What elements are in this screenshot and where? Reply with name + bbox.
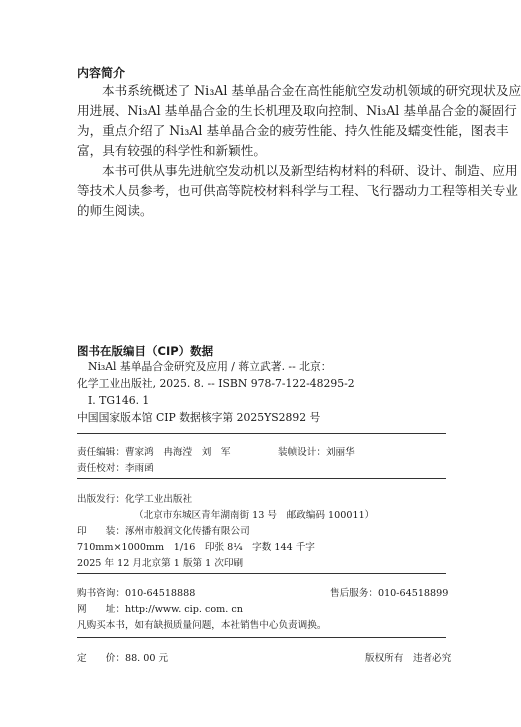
binding-design-label: 装帧设计： <box>278 447 326 458</box>
website <box>77 601 243 615</box>
publisher <box>77 491 192 505</box>
purchase-hotline: 购书咨询：010-64518888 <box>77 588 196 599</box>
cip-line-4: 中国国家版本馆 CIP 数据核字第 2025YS2892 号 <box>77 411 321 424</box>
replacement-notice: 凡购买本书，如有缺损质量问题，本社销售中心负责调换。 <box>77 620 327 631</box>
website-link[interactable]: http://www. cip. com. cn <box>124 604 243 615</box>
intro-p1-line-2: 用进展、Ni₃Al 基单晶合金的生长机理及取向控制、Ni₃Al 基单晶合金的凝固行 <box>77 103 517 118</box>
book-specs: 710mm×1000mm 1/16 印张 8¼ 字数 144 千字 <box>77 542 315 553</box>
publisher-label: 出版发行： <box>77 494 125 505</box>
divider-1 <box>77 433 446 434</box>
publisher-address: （北京市东城区青年湖南街 13 号 邮政编码 100011） <box>134 510 375 521</box>
website-label: 网 址： <box>77 604 125 615</box>
intro-paragraph-1 <box>77 81 521 161</box>
printer-name: 涿州市般润文化传播有限公司 <box>124 526 250 537</box>
printer-label: 印 装： <box>77 526 125 537</box>
copyright-notice: 版权所有 违者必究 <box>365 653 452 664</box>
binding-design <box>278 444 355 458</box>
intro-paragraph-2 <box>77 161 518 221</box>
binding-design-name: 刘丽华 <box>325 447 355 458</box>
responsible-editor-label: 责任编辑： <box>77 447 125 458</box>
price <box>77 650 168 664</box>
cip-heading: 图书在版编目（CIP）数据 <box>77 344 214 358</box>
publisher-name: 化学工业出版社 <box>124 494 193 505</box>
after-sales-hotline: 售后服务：010-64518899 <box>330 588 449 599</box>
proofreader-label: 责任校对： <box>77 463 125 474</box>
divider-3 <box>77 573 446 574</box>
cip-line-2: 化学工业出版社, 2025. 8. -- ISBN 978-7-122-48295-2 <box>77 377 355 390</box>
intro-p2-line-3: 的师生阅读。 <box>77 203 153 218</box>
printer <box>77 523 250 537</box>
intro-heading: 内容简介 <box>77 66 126 80</box>
intro-p1-line-3: 为，重点介绍了 Ni₃Al 基单晶合金的疲劳性能、持久性能及蠕变性能，图表丰 <box>77 123 509 138</box>
proofreader <box>77 460 154 474</box>
intro-p2-line-1: 本书可供从事先进航空发动机以及新型结构材料的科研、设计、制造、应用 <box>102 163 518 178</box>
price-label: 定 价： <box>77 653 125 664</box>
intro-p1-line-4: 富，具有较强的科学性和新颖性。 <box>77 143 266 158</box>
divider-4 <box>77 637 446 638</box>
intro-p1-line-1: 本书系统概述了 Ni₃Al 基单晶合金在高性能航空发动机领域的研究现状及应 <box>102 83 521 98</box>
divider-2 <box>77 478 446 479</box>
price-value: 88. 00 元 <box>124 653 169 664</box>
edition-info: 2025 年 12 月北京第 1 版第 1 次印刷 <box>77 558 244 569</box>
intro-p2-line-2: 等技术人员参考，也可供高等院校材料科学与工程、飞行器动力工程等相关专业 <box>77 183 518 198</box>
responsible-editor-names: 曹家鸿 冉海滢 刘 军 <box>124 447 231 458</box>
cip-line-3: Ⅰ. TG146. 1 <box>88 394 150 407</box>
cip-line-1: Ni₃Al 基单晶合金研究及应用 / 蒋立武著. -- 北京： <box>88 360 332 373</box>
responsible-editor <box>77 444 231 458</box>
proofreader-name: 李雨函 <box>124 463 154 474</box>
